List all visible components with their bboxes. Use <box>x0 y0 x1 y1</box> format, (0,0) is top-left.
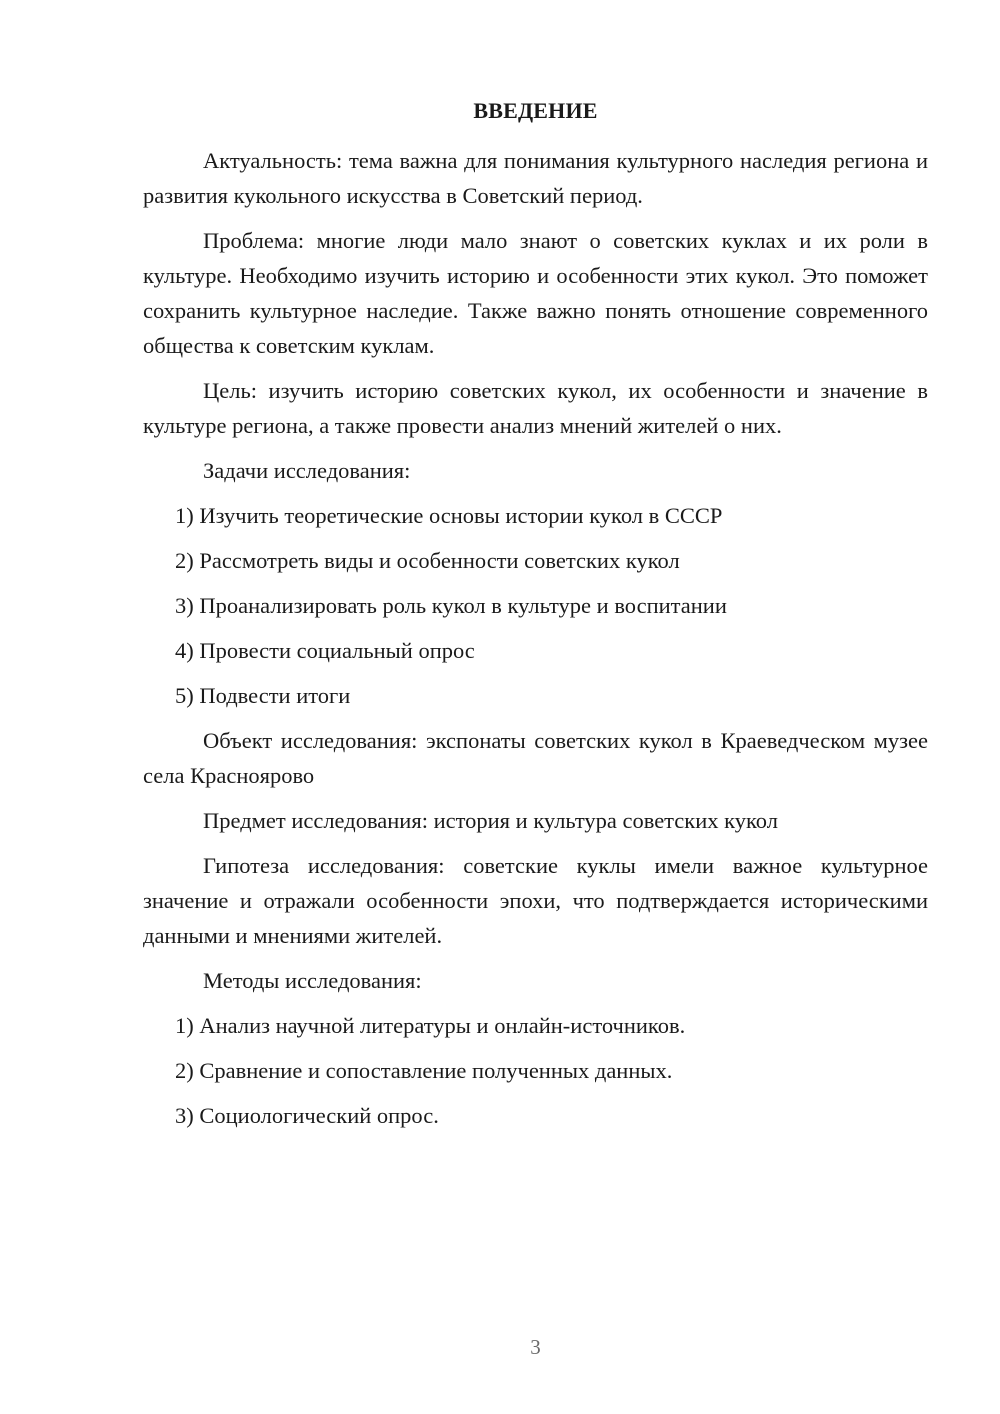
list-item-task-2: 2) Рассмотреть виды и особенности советских кукол <box>175 548 680 573</box>
list-item-task-5: 5) Подвести итоги <box>175 683 351 708</box>
paragraph-problem: Проблема: многие люди мало знают о советских куклах и их роли в культуре. Необходимо изучить историю и особенности этих кукол. Это поможет сохранить культурное наследие. Также важно понять отношение современного общества к советским куклам. <box>143 228 928 358</box>
methods-heading: Методы исследования: <box>203 968 422 993</box>
tasks-heading: Задачи исследования: <box>203 458 411 483</box>
paragraph-relevance: Актуальность: тема важна для понимания культурного наследия региона и развития кукольного искусства в Советский период. <box>143 148 928 208</box>
list-item-task-1: 1) Изучить теоретические основы истории кукол в СССР <box>175 503 723 528</box>
list-item-task-3: 3) Проанализировать роль кукол в культуре и воспитании <box>175 593 727 618</box>
list-item-method-3: 3) Социологический опрос. <box>175 1103 439 1128</box>
document-page <box>143 0 928 1414</box>
page-number: 3 <box>530 1335 541 1359</box>
list-item-method-2: 2) Сравнение и сопоставление полученных данных. <box>175 1058 673 1083</box>
section-title: ВВЕДЕНИЕ <box>473 98 598 123</box>
paragraph-object: Объект исследования: экспонаты советских кукол в Краеведческом музее села Краснoярово <box>143 728 928 788</box>
list-item-task-4: 4) Провести социальный опрос <box>175 638 475 663</box>
paragraph-hypothesis: Гипотеза исследования: советские куклы имели важное культурное значение и отражали особенности эпохи, что подтверждается историческими данными и мнениями жителей. <box>143 853 928 948</box>
paragraph-goal: Цель: изучить историю советских кукол, их особенности и значение в культуре региона, а также провести анализ мнений жителей о них. <box>143 378 928 438</box>
paragraph-subject: Предмет исследования: история и культура советских кукол <box>203 808 778 833</box>
document-body <box>143 143 928 1143</box>
list-item-method-1: 1) Анализ научной литературы и онлайн-источников. <box>175 1013 686 1038</box>
